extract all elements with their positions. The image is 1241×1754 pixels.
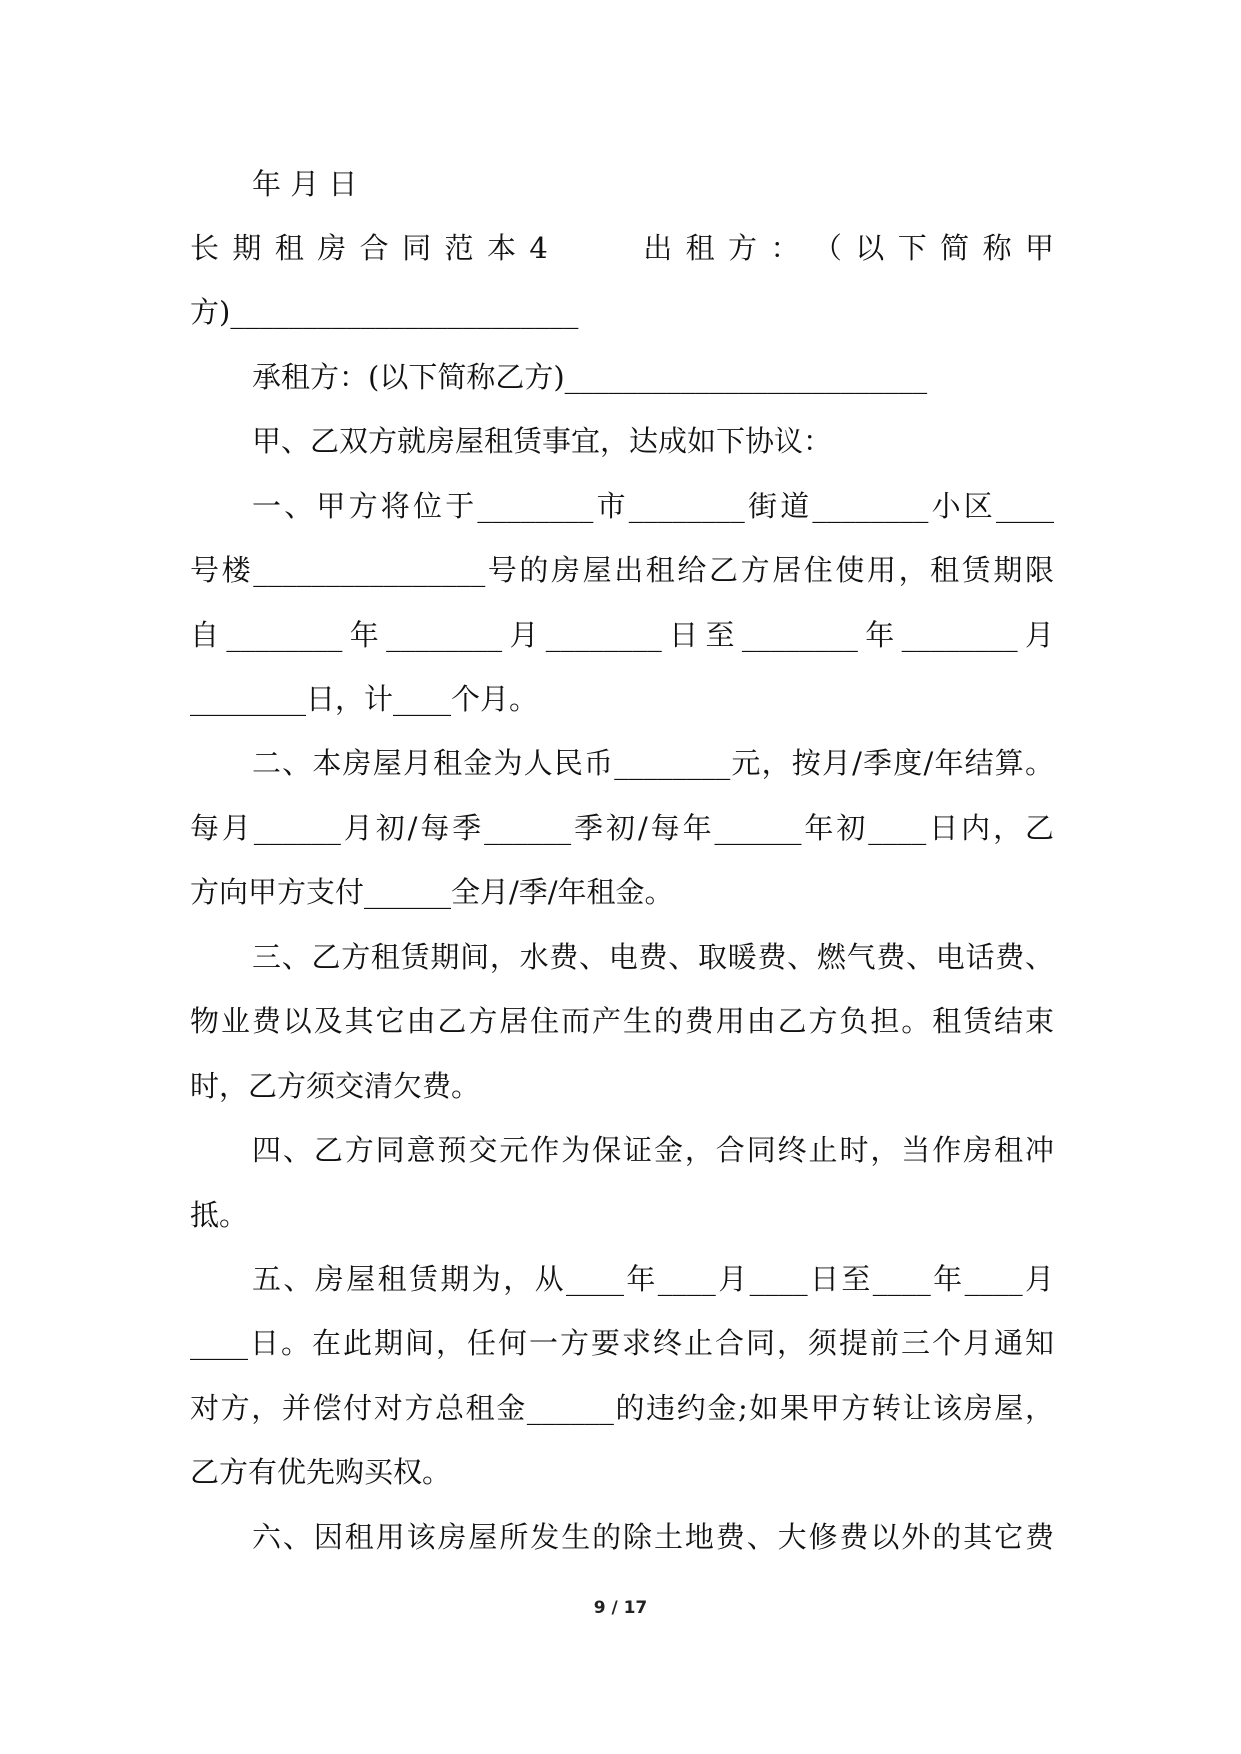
agreement-intro: 甲、乙双方就房屋租赁事宜，达成如下协议：	[252, 424, 833, 458]
clause-1-line-4: ________日，计____个月。	[190, 682, 539, 716]
clause-4-line-1: 四、乙方同意预交元作为保证金，合同终止时，当作房租冲	[252, 1133, 1054, 1167]
clause-1-line-3: 自________年________月________日至________年________月	[190, 618, 1054, 652]
page-number: 9 / 17	[593, 1598, 648, 1618]
clause-1-line-2: 号楼________________号的房屋出租给乙方居住使用，租赁期限	[190, 553, 1054, 587]
clause-3-line-3: 时，乙方须交清欠费。	[190, 1069, 481, 1103]
clause-6-line-1: 六、因租用该房屋所发生的除土地费、大修费以外的其它费	[252, 1520, 1054, 1554]
clause-5-line-4: 乙方有优先购买权。	[190, 1455, 452, 1489]
clause-2-line-2: 每月______月初/每季______季初/每年______年初____日内，乙	[190, 811, 1054, 845]
contract-title-line: 长 期 租 房 合 同 范 本 4 出 租 方 ： （ 以 下 简 称 甲	[190, 231, 1054, 265]
clause-1-line-1: 一、甲方将位于________市________街道________小区____	[252, 489, 1054, 523]
clause-5-line-1: 五、房屋租赁期为，从____年____月____日至____年____月	[252, 1262, 1054, 1296]
clause-4-line-2: 抵。	[190, 1198, 249, 1232]
clause-5-line-2: ____日。在此期间，任何一方要求终止合同，须提前三个月通知	[190, 1326, 1054, 1360]
clause-2-line-3: 方向甲方支付______全月/季/年租金。	[190, 875, 674, 909]
clause-2-line-1: 二、本房屋月租金为人民币________元，按月/季度/年结算。	[252, 746, 1054, 780]
clause-5-line-3: 对方，并偿付对方总租金______的违约金;如果甲方转让该房屋，	[190, 1391, 1054, 1425]
lessee-line: 承租方：(以下简称乙方)_________________________	[252, 360, 928, 394]
clause-3-line-1: 三、乙方租赁期间，水费、电费、取暖费、燃气费、电话费、	[252, 940, 1054, 974]
lessor-blank-line: 方)________________________	[190, 295, 579, 329]
date-line: 年 月 日	[252, 167, 358, 201]
clause-3-line-2: 物业费以及其它由乙方居住而产生的费用由乙方负担。租赁结束	[190, 1004, 1054, 1038]
